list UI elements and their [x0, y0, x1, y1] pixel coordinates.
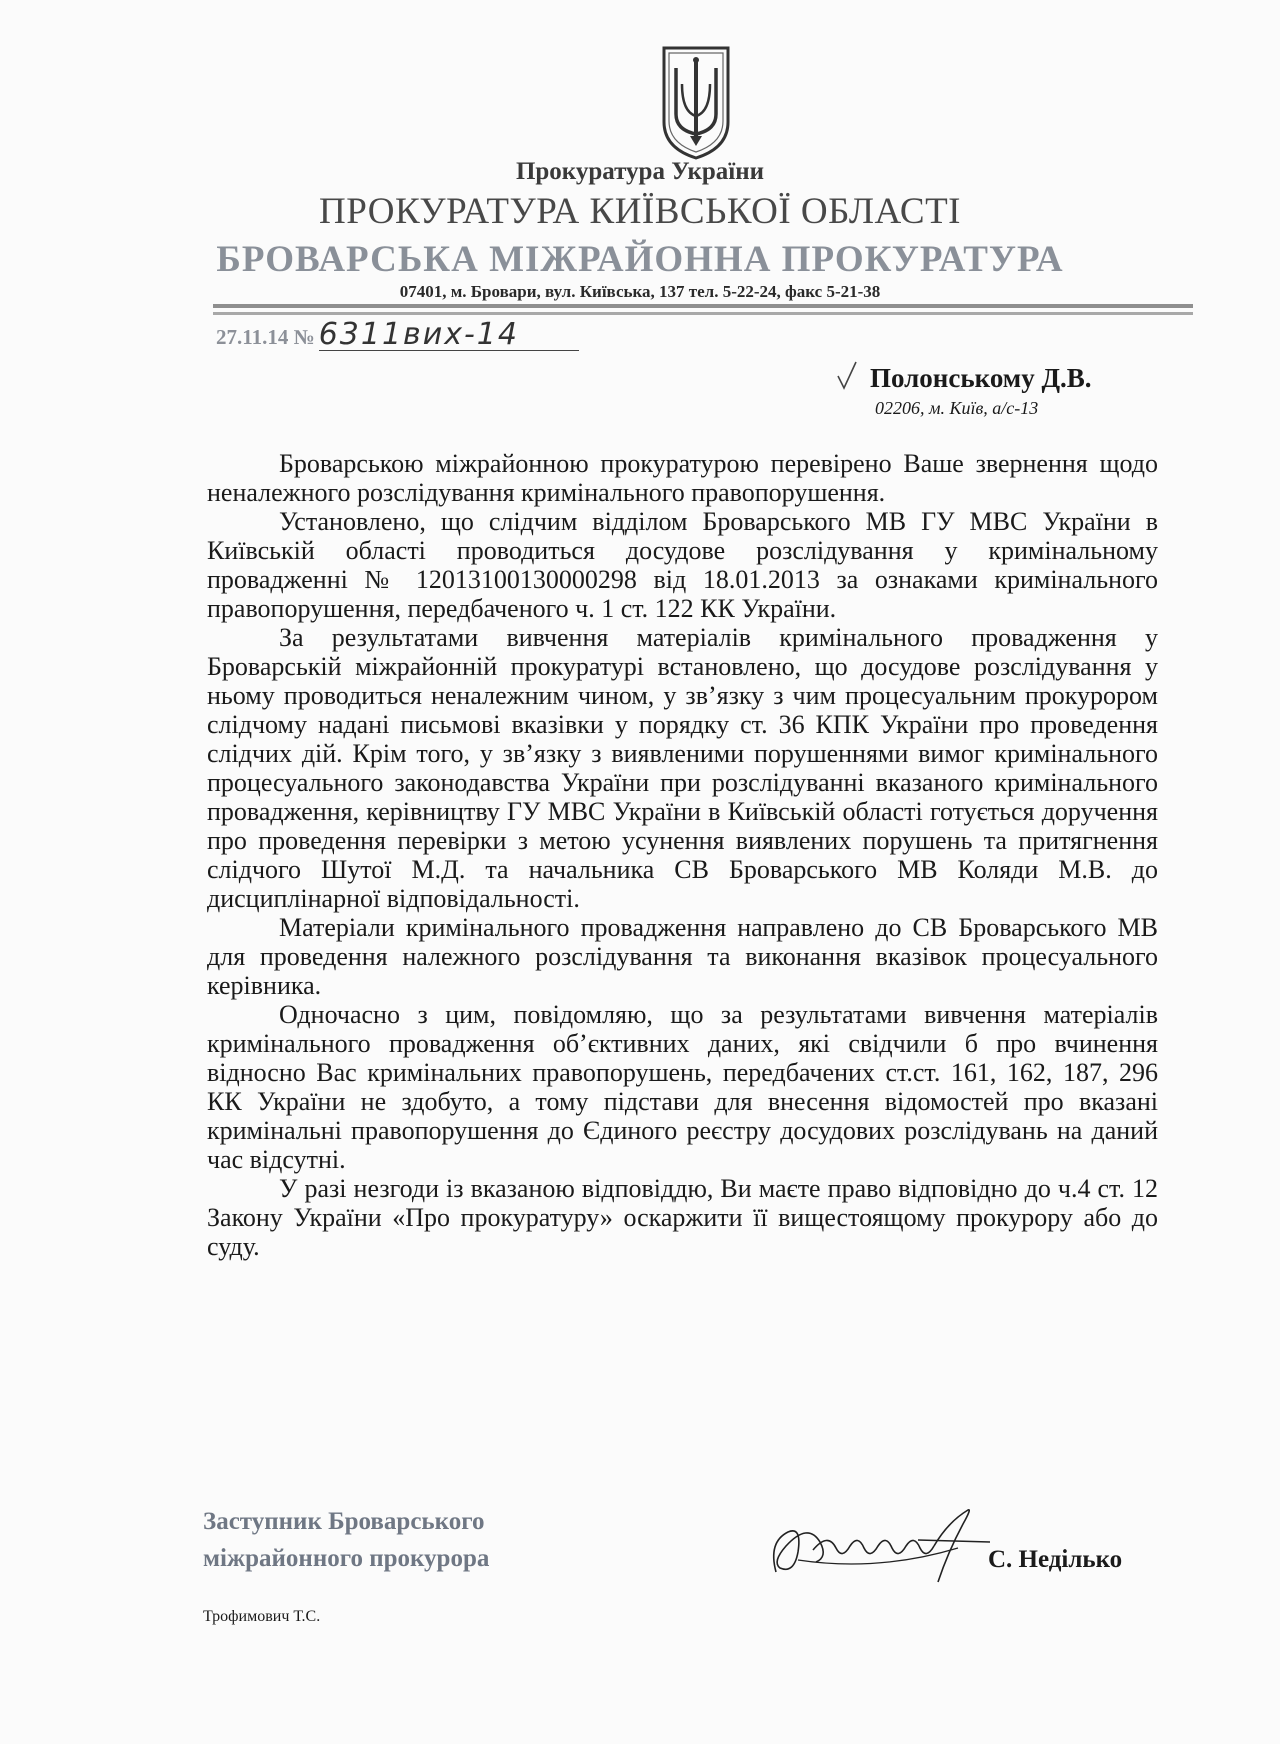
- header-divider-thin: [213, 312, 1193, 315]
- body-paragraph: Установлено, що слідчим відділом Броварського МВ ГУ МВС України в Київській області проводиться досудове розслідування у кримінальному провадженні № 12013100130000298 від 18.01.2013 за ознаками кримінального правопорушення, передбаченого ч. 1 ст. 122 КК України.: [207, 507, 1158, 623]
- signatory-name: С. Неділько: [988, 1546, 1123, 1573]
- regional-office-title: ПРОКУРАТУРА КИЇВСЬКОЇ ОБЛАСТІ: [318, 191, 962, 232]
- district-office-title: БРОВАРСЬКА МІЖРАЙОННА ПРОКУРАТУРА: [216, 239, 1064, 280]
- outgoing-number: 6311вих-14: [319, 320, 579, 351]
- handwritten-signature: [758, 1502, 993, 1587]
- ministry-title: Прокуратура України: [515, 158, 765, 185]
- signatory-title-line: Заступник Броварського: [203, 1508, 485, 1535]
- office-address: 07401, м. Бровари, вул. Київська, 137 тел. 5-22-24, факс 5-21-38: [399, 282, 881, 301]
- coat-of-arms-icon: [660, 44, 732, 162]
- body-paragraph: Матеріали кримінального провадження направлено до СВ Броварського МВ для проведення належного розслідування та виконання вказівок процесуального керівника.: [207, 913, 1158, 1000]
- body-paragraph: Одночасно з цим, повідомляю, що за результатами вивчення матеріалів кримінального провадження об’єктивних даних, які свідчили б про вчинення відносно Вас кримінальних правопорушень, передбачених ст.ст. 161, 162, 187, 296 КК України не здобуто, а тому підстави для внесення відомостей про вказані кримінальні правопорушення до Єдиного реєстру досудових розслідувань на даний час відсутні.: [207, 1000, 1158, 1174]
- body-paragraph: За результатами вивчення матеріалів кримінального провадження у Броварській міжрайонній прокуратурі встановлено, що досудове розслідування у ньому проводиться неналежним чином, у зв’язку з чим процесуальним прокурором слідчому надані письмові вказівки у порядку ст. 36 КПК України про проведення слідчих дій. Крім того, у зв’язку з виявленими порушеннями вимог кримінального процесуального законодавства України при розслідуванні вказаного кримінального провадження, керівництву ГУ МВС України в Київській області готується доручення про проведення перевірки з метою усунення виявлених порушень та притягнення слідчого Шутої М.Д. та начальника СВ Броварського МВ Коляди М.В. до дисциплінарної відповідальності.: [207, 623, 1158, 913]
- addressee-postal-address: 02206, м. Київ, а/с-13: [875, 398, 1039, 418]
- outgoing-reference: [216, 317, 579, 352]
- header-divider: [213, 304, 1193, 308]
- executor-name: Трофимович Т.С.: [203, 1608, 321, 1625]
- signatory-title: [203, 1503, 489, 1577]
- checkmark-icon: [836, 360, 858, 390]
- signatory-title-line: міжрайонного прокурора: [203, 1545, 490, 1572]
- outgoing-date: 27.11.14 №: [216, 325, 315, 349]
- addressee-name: Полонському Д.В.: [870, 363, 1092, 393]
- body-paragraph: Броварською міжрайонною прокуратурою перевірено Ваше звернення щодо неналежного розслідування кримінального правопорушення.: [207, 449, 1158, 507]
- body-paragraph: У разі незгоди із вказаною відповіддю, Ви маєте право відповідно до ч.4 ст. 12 Закону України «Про прокуратуру» оскаржити її вищестоящому прокурору або до суду.: [207, 1174, 1158, 1261]
- letter-body: [207, 449, 1158, 1261]
